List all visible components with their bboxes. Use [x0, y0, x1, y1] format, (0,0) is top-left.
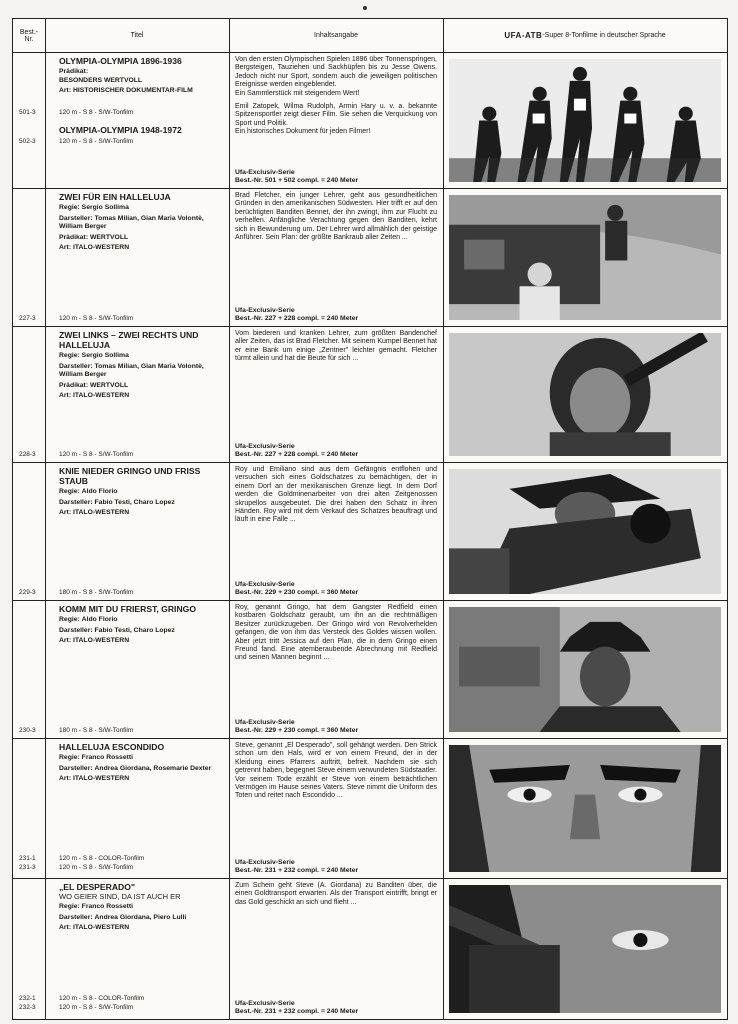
order-number: 231-3 [19, 864, 36, 871]
order-number: 228-3 [19, 451, 36, 458]
film-row: 231-1 231-3 HALLELUJA ESCONDIDO Regie: Franco Rossetti Darsteller: Andrea Giordana, Rosemarie Dexter Art: ITALO-WESTERN 120 m - S 8 - COLOR-Tonfilm 120 m - S 8 - S/W-Tonfilm Steve, genannt „El Desperado", soll gehängt werden. Den Strick schon um den Hals, wird er von einem Freund, der in der Kleidung eines Pfarrers auftritt, befreit. Nachdem sie sich getrennt haben, begegnet Steve einem verwundeten Südstaatler. Vor seinem Tode erzählt er Steve von einem beträchtlichen Vermögen im Hause seines Vaters. Steve nimmt die Uniform des Toten und reitet nach Escondido ... Ufa-Exclusiv-Serie Best.-Nr. 231 + 232 compl. = 240 Meter [13, 739, 727, 879]
film-row: 229-3 KNIE NIEDER GRINGO UND FRISS STAUB Regie: Aldo Florio Darsteller: Fabio Testi, Charo Lopez Art: ITALO-WESTERN 180 m - S 8 - S/W-Tonfilm Roy und Emiliano sind aus dem Gefängnis entflohen und versuchen sich eines Goldschatzes zu bemächtigen, der in einem Dorf an der mexikanischen Grenze liegt. In dem Dorf werden die Goldminenarbeiter von drei alten Zeitgenossen skrupellos ausgebeutet. Die drei haben den Schatz in ihren Händen. Roy wird mit dem Verkauf des Schatzes beauftragt und läuft in eine Falle ... Ufa-Exclusiv-Serie Best.-Nr. 229 + 230 compl. = 360 Meter [13, 463, 727, 601]
description: Roy, genannt Gringo, hat dem Gangster Redfield einen kostbaren Goldschatz geraubt, um ihn an die rechtmäßigen Besitzer zurückzugeben. Der Gringo wird von Revolverhelden gefangen, die von ihm das Versteck des Goldes wissen wollen. Aber jetzt tritt Jessica auf den Plan, die in dem Gringo einen Freund fand. Eine atemberaubende Abrechnung mit Redfield und seinen Mannen beginnt ... [235, 604, 437, 662]
film-title-2: OLYMPIA-OLYMPIA 1948-1972 [59, 125, 182, 135]
description: Steve, genannt „El Desperado", soll gehängt werden. Den Strick schon um den Hals, wird er von einem Freund, der in der Kleidung eines Pfarrers auftritt, befreit. Nachdem sie sich getrennt haben, begegnet Steve einem verwundeten Südstaatler. Vor seinem Tode erzählt er Steve von einem beträchtlichen Vermögen im Hause seines Vaters. Steve nimmt die Uniform des Toten und reitet nach Escondido ... [235, 742, 437, 800]
order-number: 229-3 [19, 589, 36, 596]
film-row: 228-3 ZWEI LINKS – ZWEI RECHTS UND HALLELUJA Regie: Sergio Sollima Darsteller: Tomas Milian, Gian Maria Volontè, William Berger Prädikat: WERTVOLL Art: ITALO-WESTERN 120 m - S 8 - S/W-Tonfilm Vom biederen und kranken Lehrer, zum größten Bandenchef aller Zeiten, das ist Brad Fletcher. Mit seinem Kumpel Bennet hat er eine Bank um einige „Zentner" leichter gemacht. Fletcher türmt allein und hat die Beute für sich ... Ufa-Exclusiv-Serie Best.-Nr. 227 + 228 compl. = 240 Meter [13, 327, 727, 463]
format: 180 m - S 8 - S/W-Tonfilm [59, 589, 134, 596]
stagecoach-photo [449, 195, 721, 320]
film-title: KNIE NIEDER GRINGO UND FRISS STAUB [59, 466, 201, 486]
gunman-photo [449, 469, 721, 594]
film-row: 227-3 ZWEI FÜR EIN HALLELUJA Regie: Sergio Sollima Darsteller: Tomas Milian, Gian Maria Volontè, William Berger Prädikat: WERTVOLL Art: ITALO-WESTERN 120 m - S 8 - S/W-Tonfilm Brad Fletcher, ein junger Lehrer, geht aus gesundheitlichen Gründen in den amerikanischen Südwesten. Hier trifft er auf den berüchtigten Banditen Bennet, der ihn zwingt, ihm zur Flucht zu verhelfen. Anfängliche Verachtung gegen den Banditen, kehrt sich in Bewunderung um. Der Lehrer wird allmählich der geistige Anführer. Sein Plan: der größte Bankraub aller Zeiten ... Ufa-Exclusiv-Serie Best.-Nr. 227 + 228 compl. = 240 Meter [13, 189, 727, 327]
format: 120 m - S 8 - S/W-Tonfilm [59, 315, 134, 322]
aiming-closeup-photo [449, 885, 721, 1013]
format: 120 m - S 8 - S/W-Tonfilm [59, 1004, 134, 1011]
format: 120 m - S 8 - S/W-Tonfilm [59, 451, 134, 458]
film-row: 230-3 KOMM MIT DU FRIERST, GRINGO Regie: Aldo Florio Darsteller: Fabio Testi, Charo Lopez Art: ITALO-WESTERN 180 m - S 8 - S/W-Tonfilm Roy, genannt Gringo, hat dem Gangster Redfield einen kostbaren Goldschatz geraubt, um ihn an die rechtmäßigen Besitzer zurückzugeben. Der Gringo wird von Revolverhelden gefangen, die von ihm das Versteck des Goldes wissen wollen. Aber jetzt tritt Jessica auf den Plan, die in dem Gringo einen Freund fand. Eine atemberaubende Abrechnung mit Redfield und seinen Mannen beginnt ... Ufa-Exclusiv-Serie Best.-Nr. 229 + 230 compl. = 360 Meter [13, 601, 727, 739]
format: 120 m - S 8 - S/W-Tonfilm [59, 138, 134, 145]
film-row: 232-1 232-3 „EL DESPERADO" WO GEIER SIND, DA IST AUCH ER Regie: Franco Rossetti Darsteller: Andrea Giordana, Piero Lulli Art: ITALO-WESTERN 120 m - S 8 - COLOR-Tonfilm 120 m - S 8 - S/W-Tonfilm Zum Schein geht Steve (A. Giordana) zu Banditen über, die einen Goldtransport erwarten. Als der Transport eintrifft, bringt er das Gold geschickt an sich und flieht ... Ufa-Exclusiv-Serie Best.-Nr. 231 + 232 compl. = 240 Meter [13, 879, 727, 1019]
format: 120 m - S 8 - COLOR-Tonfilm [59, 995, 145, 1002]
punch-hole [363, 6, 367, 10]
runners-photo [449, 59, 721, 182]
header-nr: Best.- Nr. [13, 19, 45, 53]
order-number: 231-1 [19, 855, 36, 862]
order-number: 230-3 [19, 727, 36, 734]
film-title: HALLELUJA ESCONDIDO [59, 742, 165, 752]
catalog-table [12, 18, 728, 1020]
order-number: 227-3 [19, 315, 36, 322]
description: Zum Schein geht Steve (A. Giordana) zu Banditen über, die einen Goldtransport erwarten. Als der Transport eintrifft, bringt er das Gold geschickt an sich und flieht ... [235, 882, 437, 906]
brand-suffix: -Super 8-Tonfilme in deutscher Sprache [542, 32, 666, 39]
order-number: 502-3 [19, 138, 36, 145]
description: Von den ersten Olympischen Spielen 1896 über Tonnenspringen, Bergsteigen, Tauziehen und Sackhüpfen bis zu Jesse Owens. Jedoch nicht nur Sport, sondern auch die jeweiligen politischen Ereignisse werden eingeblendet. Ein Sammlerstück mit steigendem Wert! Emil Zatopek, Wilma Rudolph, Armin Hary u. v. a. bekannte Spitzensportler zeigt dieser Film. Sie sehen die Verquickung von Sport und Politik. Ein historisches Dokument für jeden Filmer! [235, 56, 437, 136]
film-row: 501-3 502-3 OLYMPIA-OLYMPIA 1896-1936 Prädikat: BESONDERS WERTVOLL Art: HISTORISCHER DOKUMENTAR-FILM 120 m - S 8 - S/W-Tonfilm OLYMPIA-OLYMPIA 1948-1972 120 m - S 8 - S/W-Tonfilm Von den ersten Olympischen Spielen 1896 über Tonnenspringen, Bergsteigen, Tauziehen und Sackhüpfen bis zu Jesse Owens. Jedoch nicht nur Sport, sondern auch die jeweiligen politischen Ereignisse werden eingeblendet. Ein Sammlerstück mit steigendem Wert! Emil Zatopek, Wilma Rudolph, Armin Hary u. v. a. bekannte Spitzensportler zeigt dieser Film. Sie sehen die Verquickung von Sport und Politik. Ein historisches Dokument für jeden Filmer! Ufa-Exclusiv-Serie Best.-Nr. 501 + 502 compl. = 240 Meter [13, 53, 727, 189]
format: 120 m - S 8 - S/W-Tonfilm [59, 109, 134, 116]
description: Vom biederen und kranken Lehrer, zum größten Bandenchef aller Zeiten, das ist Brad Fletcher. Mit seinem Kumpel Bennet hat er eine Bank um einige „Zentner" leichter gemacht. Fletcher türmt allein und hat die Beute für sich ... [235, 330, 437, 363]
hat-man-photo [449, 607, 721, 732]
brand-name: UFA-ATB [504, 31, 543, 40]
order-number: 232-1 [19, 995, 36, 1002]
format: 120 m - S 8 - COLOR-Tonfilm [59, 855, 145, 862]
film-title: „EL DESPERADO" [59, 882, 136, 892]
format: 180 m - S 8 - S/W-Tonfilm [59, 727, 134, 734]
header-brand [443, 19, 727, 53]
rifle-man-photo [449, 333, 721, 456]
order-number: 501-3 [19, 109, 36, 116]
film-title: OLYMPIA-OLYMPIA 1896-1936 [59, 56, 182, 66]
eyes-closeup-photo [449, 745, 721, 872]
film-title: KOMM MIT DU FRIERST, GRINGO [59, 604, 197, 614]
film-title: ZWEI LINKS – ZWEI RECHTS UND HALLELUJA [59, 330, 199, 350]
format: 120 m - S 8 - S/W-Tonfilm [59, 864, 134, 871]
description: Brad Fletcher, ein junger Lehrer, geht aus gesundheitlichen Gründen in den amerikanischen Südwesten. Hier trifft er auf den berüchtigten Banditen Bennet, der ihn zwingt, ihm zur Flucht zu verhelfen. Anfängliche Verachtung gegen den Banditen, kehrt sich in Bewunderung um. Der Lehrer wird allmählich der geistige Anführer. Sein Plan: der größte Bankraub aller Zeiten ... [235, 192, 437, 242]
header-title: Titel [45, 19, 229, 53]
description: Roy und Emiliano sind aus dem Gefängnis entflohen und versuchen sich eines Goldschatzes zu bemächtigen, der in einem Dorf an der mexikanischen Grenze liegt. In dem Dorf werden die Goldminenarbeiter von drei alten Zeitgenossen skrupellos ausgebeutet. Die drei haben den Schatz in ihren Händen. Roy wird mit dem Verkauf des Schatzes beauftragt und läuft in eine Falle ... [235, 466, 437, 524]
order-number: 232-3 [19, 1004, 36, 1011]
film-title: ZWEI FÜR EIN HALLELUJA [59, 192, 171, 202]
film-subtitle: WO GEIER SIND, DA IST AUCH ER [59, 892, 181, 901]
header-desc: Inhaltsangabe [229, 19, 443, 53]
